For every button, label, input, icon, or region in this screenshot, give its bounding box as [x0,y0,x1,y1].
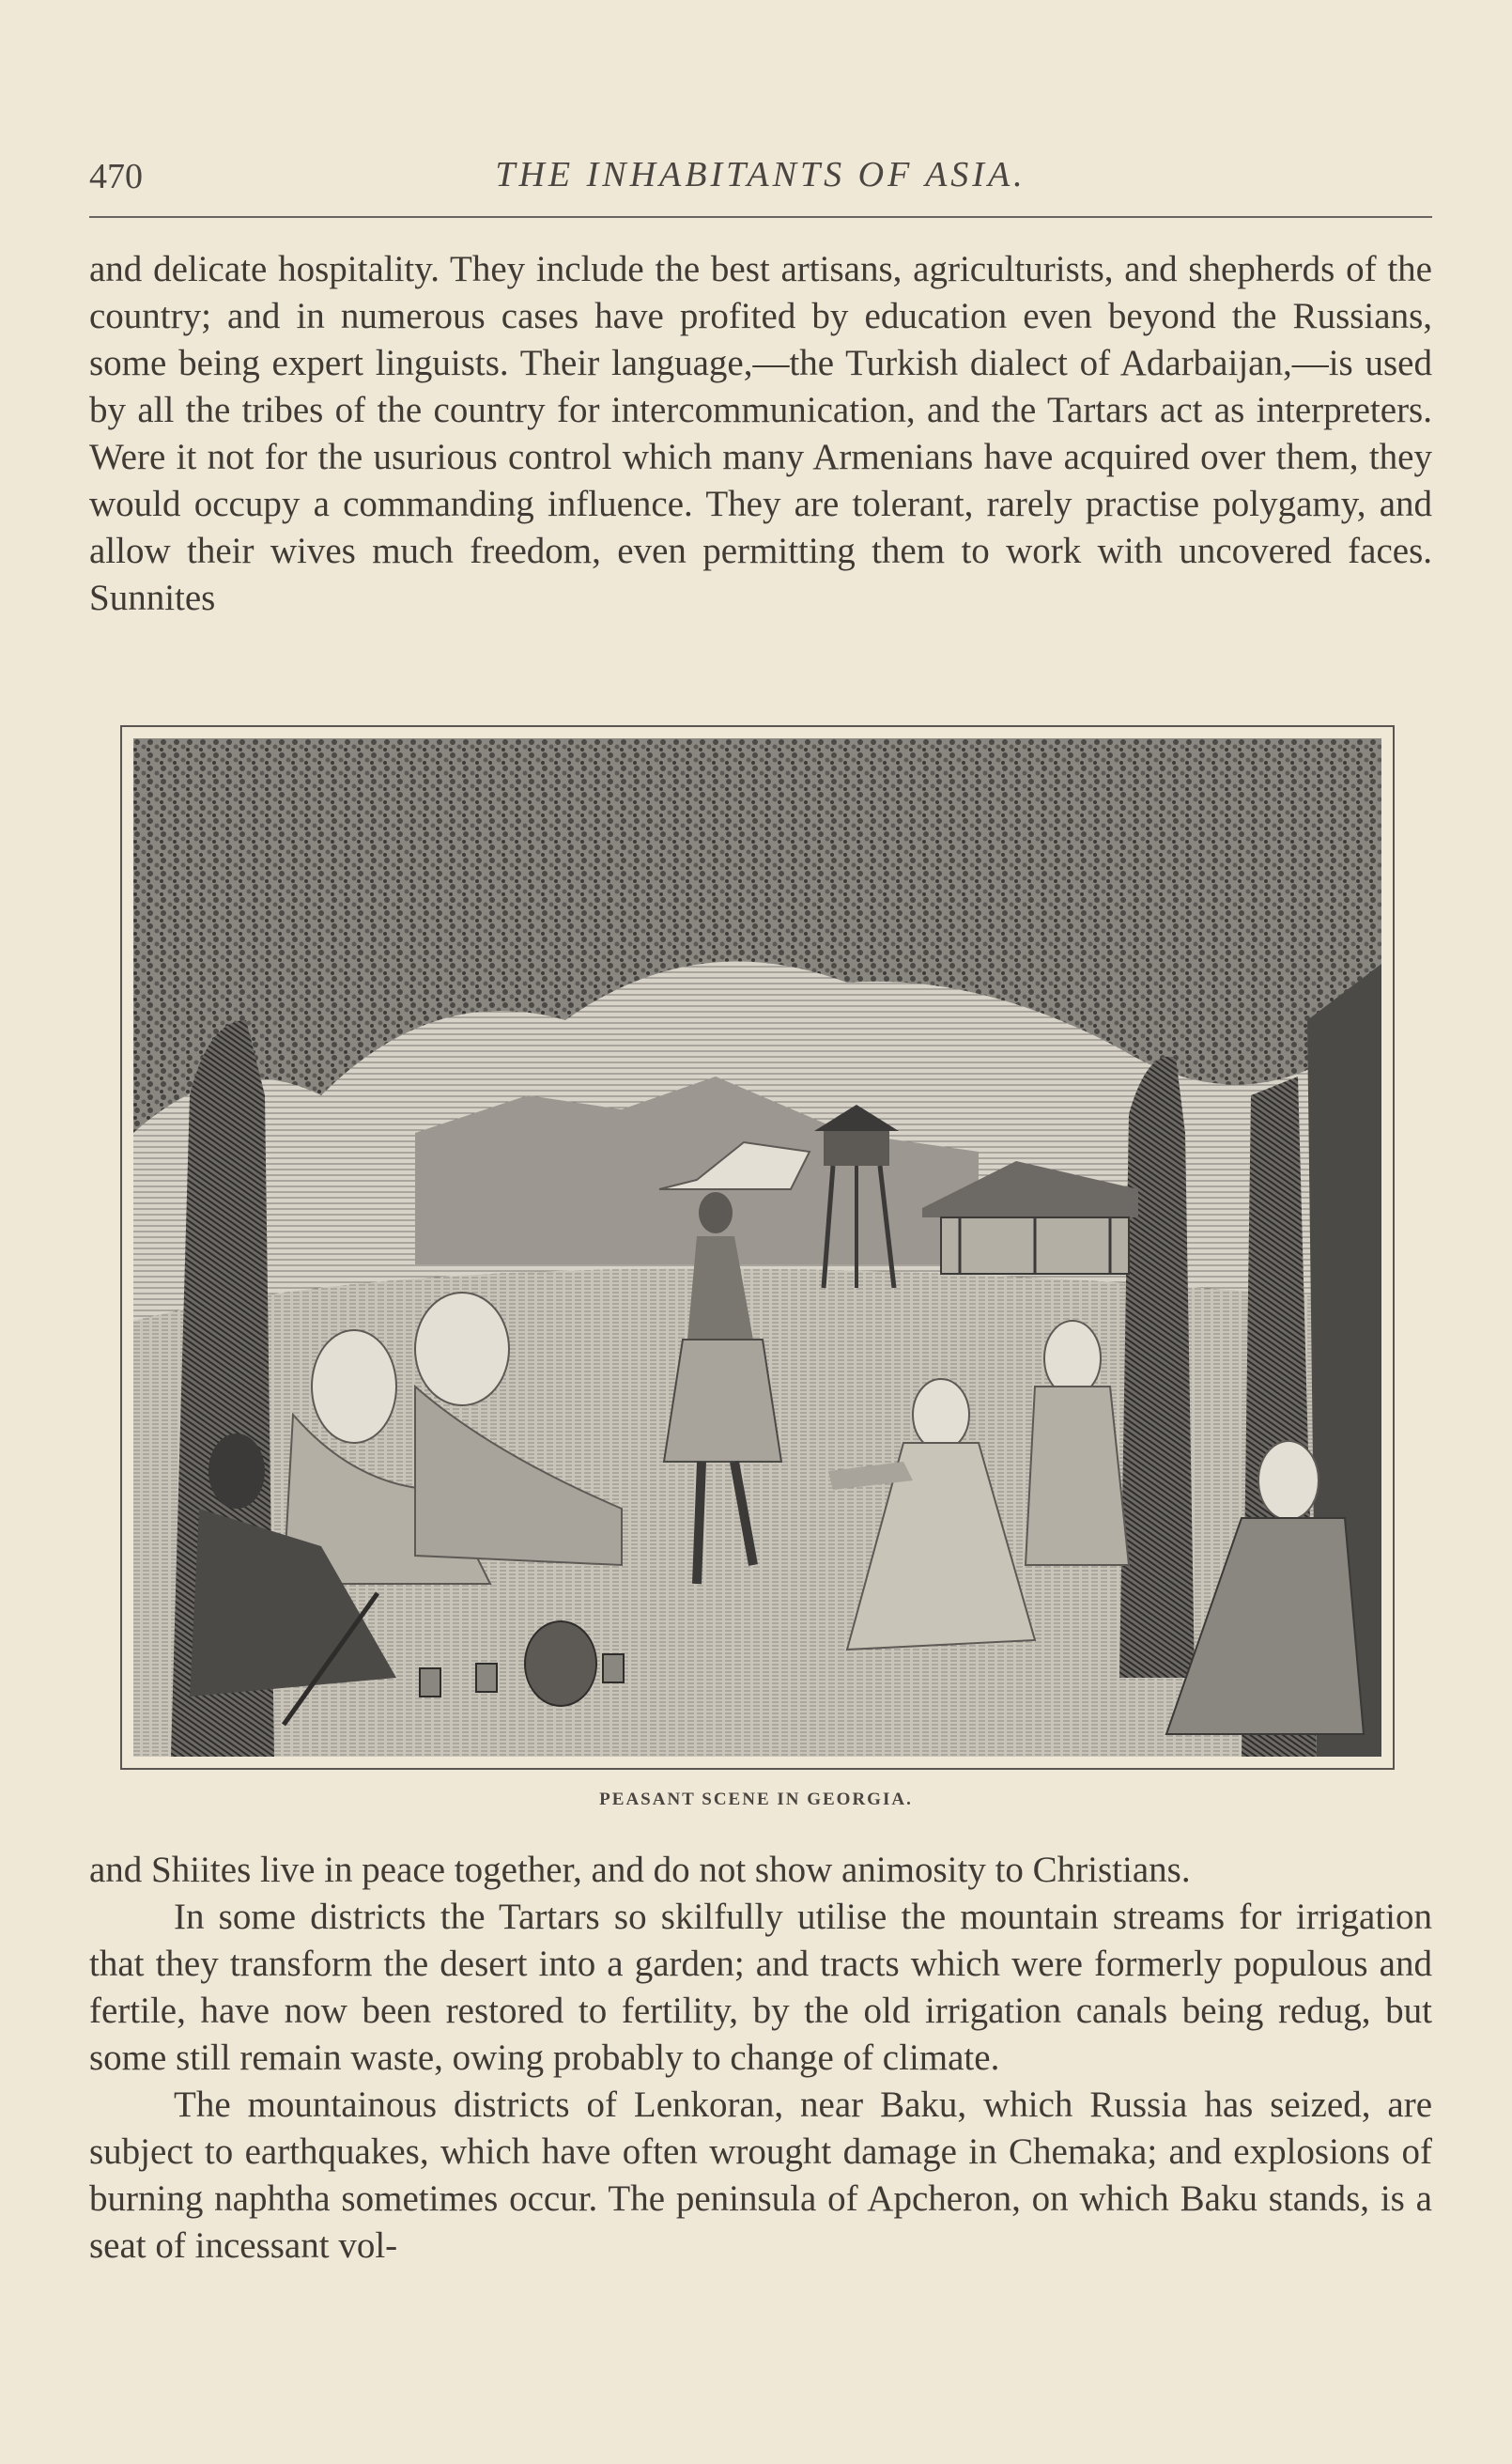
top-text-block [89,246,1432,622]
bottom-text-block [89,1847,1432,2270]
paragraph: In some districts the Tartars so skilfully utilise the mountain streams for irrigation that they transform the desert into a garden; and tracts which were formerly populous and fertile, have now been restored to fertility, by the old irrigation canals being redug, but some still remain waste, owing probably to change of climate. [89,1897,1432,2078]
running-title: THE INHABITANTS OF ASIA. [495,155,1026,194]
header-rule [89,216,1432,218]
page-header [89,150,1432,207]
paragraph: and delicate hospitality. They include the best artisans, agriculturists, and shepherds of the country; and in numerous cases have profited by education even beyond the Russians, some being expert linguists. Their language,—the Turkish dialect of Adarbaijan,—is used by all the tribes of the country for intercommunication, and the Tartars act as interpreters. Were it not for the usurious control which many Armenians have acquired over them, they would occupy a commanding influence. They are tolerant, rarely practise polygamy, and allow their wives much freedom, even permitting them to work with uncovered faces. Sunnites [89,249,1432,618]
engraving-figure [120,725,1395,1770]
paragraph: and Shiites live in peace together, and do not show animosity to Christians. [89,1850,1191,1890]
figure-caption: PEASANT SCENE IN GEORGIA. [599,1790,913,1809]
page-number: 470 [89,157,143,196]
paragraph: The mountainous districts of Lenkoran, near Baku, which Russia has seized, are subject to earthquakes, which have often wrought damage in Chemaka; and explosions of burning naphtha sometimes occur. The peninsula of Apcheron, on which Baku stands, is a seat of incessant vol- [89,2084,1432,2266]
peasant-scene-engraving [133,738,1381,1757]
